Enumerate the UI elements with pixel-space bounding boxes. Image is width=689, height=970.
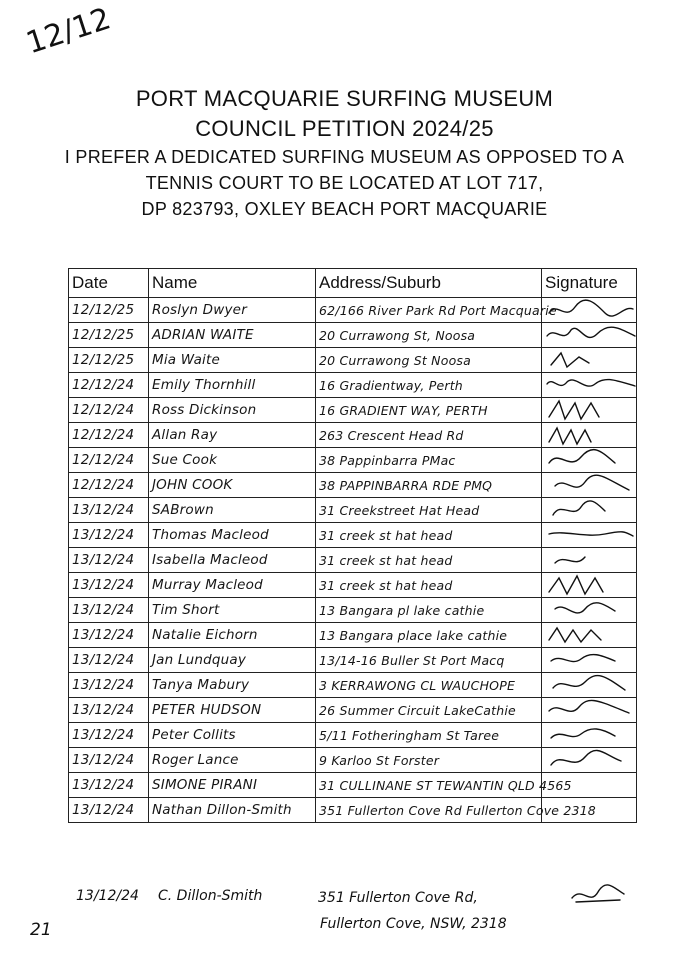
table-row [69,573,637,598]
row-address: 263 Crescent Head Rd [316,423,542,448]
row-address: 31 Creekstreet Hat Head [316,498,542,523]
row-signature [542,473,637,498]
handwritten-signature [545,724,637,746]
row-date: 13/12/24 [69,548,149,573]
row-address: 38 PAPPINBARRA RDE PMQ [316,473,542,498]
row-address: 31 creek st hat head [316,548,542,573]
row-date: 12/12/25 [69,348,149,373]
row-date: 13/12/24 [69,573,149,598]
handwritten-signature [545,324,637,346]
table-row [69,648,637,673]
page-number-annotation: 12/12 [22,1,116,62]
row-address: 13 Bangara pl lake cathie [316,598,542,623]
handwritten-signature [545,474,637,496]
handwritten-signature [545,574,637,596]
row-signature [542,673,637,698]
row-name: Natalie Eichorn [149,623,316,648]
row-date: 13/12/24 [69,523,149,548]
table-row [69,698,637,723]
row-signature [542,598,637,623]
row-name: Ross Dickinson [149,398,316,423]
row-address: 351 Fullerton Cove Rd Fullerton Cove 2318 [316,798,542,823]
table-row [69,773,637,798]
extra-signature-entry [68,882,668,942]
extra-entry-address-line2: Fullerton Cove, NSW, 2318 [320,916,507,932]
table-row [69,748,637,773]
row-date: 12/12/25 [69,298,149,323]
row-date: 13/12/24 [69,773,149,798]
handwritten-signature [545,299,637,321]
table-row [69,798,637,823]
heading-line-museum: PORT MACQUARIE SURFING MUSEUM [135,86,554,111]
table-row [69,548,637,573]
row-name: PETER HUDSON [149,698,316,723]
row-signature [542,698,637,723]
row-name: JOHN COOK [149,473,316,498]
row-address: 13 Bangara place lake cathie [316,623,542,648]
column-header-address: Address/Suburb [316,269,542,298]
table-row [69,498,637,523]
handwritten-signature [545,449,637,471]
row-name: Roslyn Dwyer [149,298,316,323]
row-address: 62/166 River Park Rd Port Macquarie [316,298,542,323]
row-name: Tim Short [149,598,316,623]
row-address: 16 GRADIENT WAY, PERTH [316,398,542,423]
handwritten-signature [545,374,637,396]
row-name: SIMONE PIRANI [149,773,316,798]
row-date: 13/12/24 [69,598,149,623]
row-address: 13/14-16 Buller St Port Macq [316,648,542,673]
row-address: 16 Gradientway, Perth [316,373,542,398]
row-date: 13/12/24 [69,748,149,773]
row-signature [542,398,637,423]
row-date: 12/12/24 [69,423,149,448]
row-signature [542,623,637,648]
row-date: 12/12/24 [69,448,149,473]
row-signature [542,748,637,773]
row-address: 20 Currawong St Noosa [316,348,542,373]
table-row [69,523,637,548]
row-signature [542,498,637,523]
row-date: 13/12/24 [69,673,149,698]
handwritten-signature [545,624,637,646]
handwritten-signature [545,749,637,771]
sheet-number: 21 [30,920,52,940]
heading-line-preference-3: DP 823793, OXLEY BEACH PORT MACQUARIE [141,199,548,219]
row-name: Isabella Macleod [149,548,316,573]
extra-entry-date: 13/12/24 [76,888,139,904]
row-address: 31 creek st hat head [316,523,542,548]
row-address: 3 KERRAWONG CL WAUCHOPE [316,673,542,698]
table-header-row [69,269,637,298]
row-date: 13/12/24 [69,723,149,748]
row-address: 5/11 Fotheringham St Taree [316,723,542,748]
handwritten-signature [545,349,637,371]
table-row [69,298,637,323]
column-header-name: Name [149,269,316,298]
heading-line-petition: COUNCIL PETITION 2024/25 [195,116,494,141]
row-name: Sue Cook [149,448,316,473]
row-address: 31 CULLINANE ST TEWANTIN QLD 4565 [316,773,542,798]
row-name: Jan Lundquay [149,648,316,673]
table-row [69,323,637,348]
row-signature [542,723,637,748]
signature-table [68,268,637,823]
row-signature [542,373,637,398]
handwritten-signature [545,524,637,546]
handwritten-signature [545,424,637,446]
row-signature [542,423,637,448]
handwritten-signature [545,399,637,421]
column-header-signature: Signature [542,269,637,298]
row-signature [542,448,637,473]
table-row [69,623,637,648]
row-date: 12/12/25 [69,323,149,348]
row-date: 12/12/24 [69,473,149,498]
heading-line-preference-2: TENNIS COURT TO BE LOCATED AT LOT 717, [145,173,544,193]
row-date: 12/12/24 [69,373,149,398]
handwritten-signature [545,699,637,721]
row-signature [542,348,637,373]
handwritten-signature [545,549,637,571]
handwritten-signature [545,649,637,671]
extra-entry-address-line1: 351 Fullerton Cove Rd, [318,890,478,906]
row-date: 12/12/24 [69,398,149,423]
row-name: Murray Macleod [149,573,316,598]
row-name: Allan Ray [149,423,316,448]
row-name: Emily Thornhill [149,373,316,398]
heading-line-preference-1: I PREFER A DEDICATED SURFING MUSEUM AS OPPOSED TO A [64,147,625,167]
row-date: 13/12/24 [69,623,149,648]
row-signature [542,523,637,548]
row-signature [542,648,637,673]
row-address: 38 Pappinbarra PMac [316,448,542,473]
table-row [69,398,637,423]
row-address: 9 Karloo St Forster [316,748,542,773]
table-row [69,723,637,748]
row-name: Nathan Dillon-Smith [149,798,316,823]
table-row [69,373,637,398]
petition-heading [0,84,689,222]
handwritten-signature [545,499,637,521]
row-date: 13/12/24 [69,698,149,723]
table-row [69,448,637,473]
row-address: 31 creek st hat head [316,573,542,598]
row-date: 13/12/24 [69,648,149,673]
row-name: Roger Lance [149,748,316,773]
extra-entry-name: C. Dillon-Smith [158,888,263,904]
row-address: 20 Currawong St, Noosa [316,323,542,348]
row-address: 26 Summer Circuit LakeCathie [316,698,542,723]
handwritten-signature [545,674,637,696]
table-row [69,348,637,373]
row-signature [542,548,637,573]
row-name: Thomas Macleod [149,523,316,548]
extra-entry-signature [568,882,628,908]
table-row [69,473,637,498]
row-name: Mia Waite [149,348,316,373]
row-name: ADRIAN WAITE [149,323,316,348]
row-signature [542,573,637,598]
row-name: Peter Collits [149,723,316,748]
row-date: 13/12/24 [69,798,149,823]
table-row [69,673,637,698]
row-name: Tanya Mabury [149,673,316,698]
table-row [69,598,637,623]
table-row [69,423,637,448]
row-signature [542,323,637,348]
column-header-date: Date [69,269,149,298]
row-date: 13/12/24 [69,498,149,523]
row-name: SABrown [149,498,316,523]
handwritten-signature [545,599,637,621]
